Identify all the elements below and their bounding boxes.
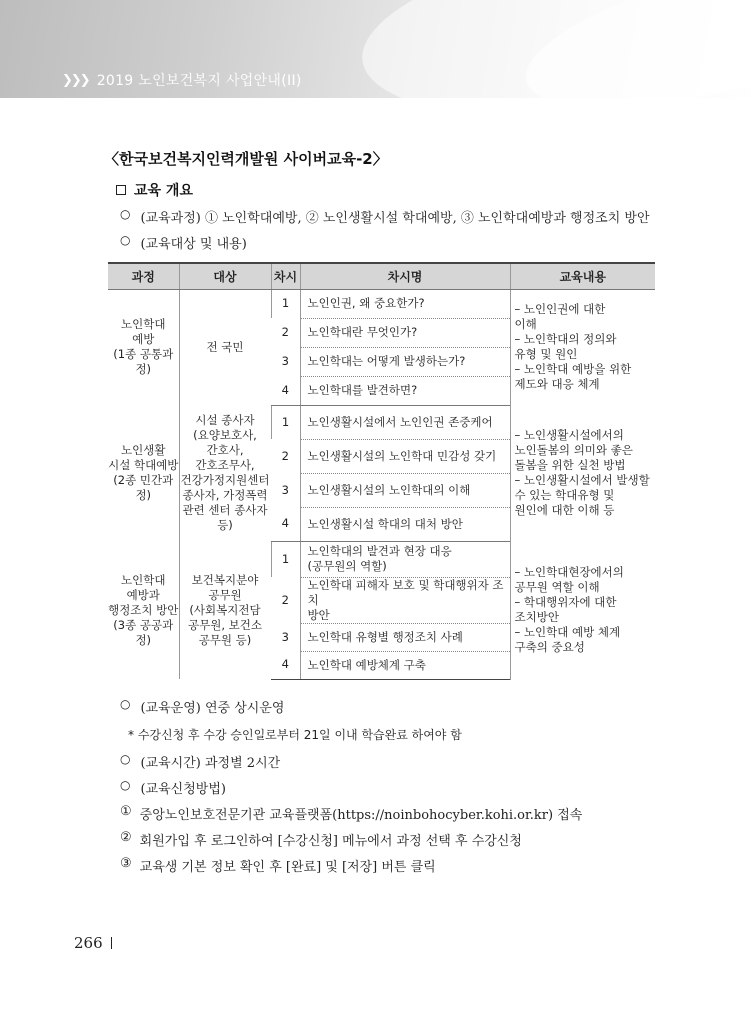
step-number: ③ <box>120 856 132 871</box>
target-text: (교육대상 및 내용) <box>140 237 247 252</box>
circle-bullet-icon: ○ <box>120 697 131 711</box>
education-table <box>108 262 655 680</box>
circle-bullet-icon: ○ <box>120 233 131 247</box>
column-header: 과정 <box>108 263 179 289</box>
step-number: ② <box>120 830 132 845</box>
circle-bullet-icon: ○ <box>120 207 131 221</box>
content-cell: – 노인학대현장에서의 공무원 역할 이해 – 학대행위자에 대한 조치방안 – 노인학대 예방 체계 구축의 중요성 <box>510 541 655 679</box>
course-cell: 노인학대 예방과 행정조치 방안 (3종 공공과정) <box>108 572 179 647</box>
session-name: 노인학대는 어떻게 발생하는가? <box>300 347 510 376</box>
section-title: 〈한국보건복지인력개발원 사이버교육-2〉 <box>104 150 388 168</box>
session-number: 3 <box>281 354 289 368</box>
content-cell: – 노인인권에 대한 이해 – 노인학대의 정의와 유형 및 원인 – 노인학대 예방을 위한 제도와 대응 체계 <box>510 289 655 405</box>
course-bullet <box>120 207 650 226</box>
overview-heading-text: 교육 개요 <box>134 183 193 199</box>
header-band <box>0 0 756 98</box>
target-cell: 보건복지분야 공무원 (사회복지전담 공무원, 보건소 공무원 등) <box>179 541 271 679</box>
session-name: 노인생활시설에서 노인인권 존중케어 <box>300 405 510 439</box>
note-text: * 수강신청 후 수강 승인일로부터 21일 이내 학습완료 하여야 함 <box>128 728 462 742</box>
session-number: 4 <box>271 376 300 405</box>
overview-heading <box>116 180 193 200</box>
running-header <box>62 70 302 90</box>
apply-text: (교육신청방법) <box>140 782 226 797</box>
step-1 <box>120 804 582 823</box>
session-number: 4 <box>271 507 300 541</box>
step-text: 중앙노인보호전문기관 교육플랫폼(https://noinbohocyber.kohi.or.kr) 접속 <box>139 808 583 823</box>
session-number: 1 <box>271 289 300 318</box>
page-number-text: 266 <box>74 934 103 952</box>
square-bullet-icon <box>116 185 126 195</box>
operation-bullet <box>120 697 284 716</box>
circle-bullet-icon: ○ <box>120 778 131 792</box>
session-name: 노인학대 예방체계 구축 <box>300 651 510 679</box>
session-name: 노인학대 유형별 행정조치 사례 <box>300 623 510 651</box>
column-header: 대상 <box>179 263 271 289</box>
table-row <box>108 541 655 577</box>
apply-bullet <box>120 778 226 797</box>
session-name: 노인학대란 무엇인가? <box>300 318 510 347</box>
session-name: 노인학대를 발견하면? <box>300 376 510 405</box>
chevrons-icon: ❯❯❯ <box>62 72 89 88</box>
session-number: 2 <box>281 592 289 607</box>
step-text: 교육생 기본 정보 확인 후 [완료] 및 [저장] 버튼 클릭 <box>139 860 436 875</box>
content-cell: – 노인생활시설에서의 노인돌봄의 의미와 좋은 돌봄을 위한 실천 방법 – 노인생활시설에서 발생할 수 있는 학대유형 및 원인에 대한 이해 등 <box>510 405 655 541</box>
session-number: 4 <box>271 651 300 679</box>
table-row <box>108 405 655 439</box>
step-3 <box>120 856 436 875</box>
column-header: 차시 <box>271 263 300 289</box>
column-header: 차시명 <box>300 263 510 289</box>
session-name: 노인생활시설의 노인학대의 이해 <box>300 473 510 507</box>
table-header-row <box>108 263 655 289</box>
operation-text: (교육운영) 연중 상시운영 <box>140 701 285 716</box>
page-number <box>74 934 112 952</box>
time-bullet <box>120 752 280 771</box>
circle-bullet-icon: ○ <box>120 752 131 766</box>
table-row <box>108 289 655 318</box>
step-2 <box>120 830 522 849</box>
step-text: 회원가입 후 로그인하여 [수강신청] 메뉴에서 과정 선택 후 수강신청 <box>139 834 522 849</box>
session-number: 2 <box>281 325 289 339</box>
column-header: 교육내용 <box>510 263 655 289</box>
session-number: 1 <box>271 541 300 577</box>
session-name: 노인인권, 왜 중요한가? <box>300 289 510 318</box>
page-number-divider <box>111 937 112 949</box>
session-name: 노인학대 피해자 보호 및 학대행위자 조치 방안 <box>300 577 510 623</box>
session-number: 3 <box>281 629 289 644</box>
running-header-text: 2019 노인보건복지 사업안내(II) <box>96 73 302 89</box>
session-number: 1 <box>271 405 300 439</box>
session-name: 노인학대의 발견과 현장 대응 (공무원의 역할) <box>300 541 510 577</box>
target-cell: 전 국민 <box>179 289 271 405</box>
course-cell: 노인생활 시설 학대예방 (2종 민간과정) <box>108 443 179 502</box>
session-number: 3 <box>281 482 289 497</box>
session-number: 2 <box>281 448 289 463</box>
time-text: (교육시간) 과정별 2시간 <box>140 756 281 771</box>
step-number: ① <box>120 804 132 819</box>
course-text: (교육과정) ① 노인학대예방, ② 노인생활시설 학대예방, ③ 노인학대예방과 행정조치 방안 <box>140 211 650 226</box>
session-name: 노인생활시설 학대의 대처 방안 <box>300 507 510 541</box>
session-name: 노인생활시설의 노인학대 민감성 갖기 <box>300 439 510 473</box>
target-bullet <box>120 233 247 252</box>
target-cell: 시설 종사자 (요양보호사, 간호사, 간호조무사, 건강가정지원센터 종사자, 가정폭력 관련 센터 종사자 등) <box>179 405 271 541</box>
course-cell: 노인학대 예방 (1종 공통과정) <box>113 317 174 377</box>
